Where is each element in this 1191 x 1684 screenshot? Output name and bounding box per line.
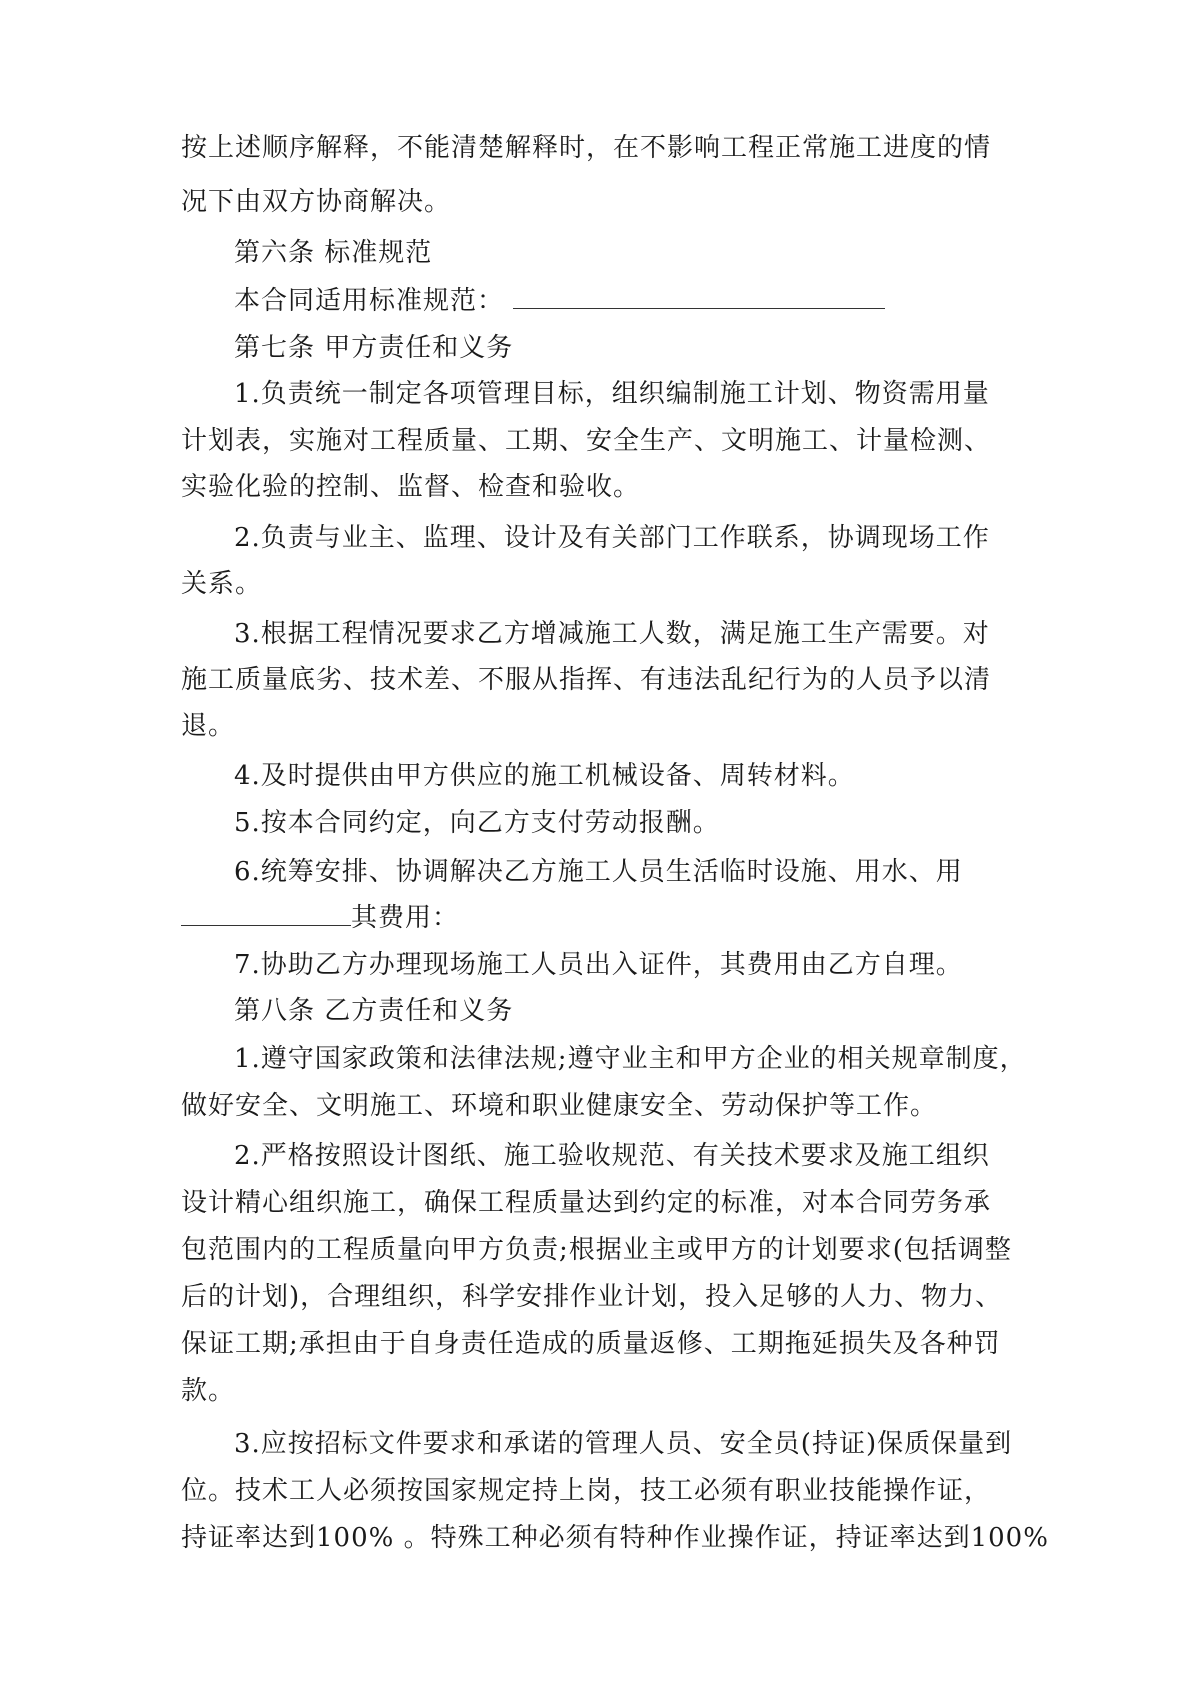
- text-line: 3.应按招标文件要求和承诺的管理人员、安全员(持证)保质保量到: [234, 1429, 1013, 1459]
- text-line: 7.协助乙方办理现场施工人员出入证件，其费用由乙方自理。: [234, 950, 963, 980]
- fee-blank: [181, 903, 351, 926]
- fee-label: 其费用：: [351, 903, 460, 933]
- text-line: 保证工期;承担由于自身责任造成的质量返修、工期拖延损失及各种罚: [181, 1329, 1001, 1359]
- section-heading: 第六条 标准规范: [234, 238, 433, 268]
- fee-line: [181, 903, 459, 933]
- text-line: 3.根据工程情况要求乙方增减施工人数，满足施工生产需要。对: [234, 619, 990, 649]
- text-line: 1.负责统一制定各项管理目标，组织编制施工计划、物资需用量: [234, 379, 990, 409]
- text-line: 设计精心组织施工，确保工程质量达到约定的标准，对本合同劳务承: [181, 1188, 992, 1218]
- text-line: 按上述顺序解释，不能清楚解释时，在不影响工程正常施工进度的情: [181, 133, 992, 163]
- section-heading: 第八条 乙方责任和义务: [234, 996, 514, 1026]
- text-line: 5.按本合同约定，向乙方支付劳动报酬。: [234, 808, 720, 838]
- text-line: 施工质量底劣、技术差、不服从指挥、有违法乱纪行为的人员予以清: [181, 665, 992, 695]
- text-line: 款。: [181, 1376, 236, 1406]
- text-line: 计划表，实施对工程质量、工期、安全生产、文明施工、计量检测、: [181, 426, 992, 456]
- text-line: 6.统筹安排、协调解决乙方施工人员生活临时设施、用水、用: [234, 857, 963, 887]
- text-line: 况下由双方协商解决。: [181, 187, 452, 217]
- text-line: 实验化验的控制、监督、检查和验收。: [181, 472, 641, 502]
- text-line: 持证率达到100% 。特殊工种必须有特种作业操作证，持证率达到100%: [181, 1523, 1049, 1553]
- text-line: 关系。: [181, 569, 263, 599]
- text-line: 2.负责与业主、监理、设计及有关部门工作联系，协调现场工作: [234, 523, 990, 553]
- text-line: 位。技术工人必须按国家规定持上岗，技工必须有职业技能操作证，: [181, 1476, 992, 1506]
- text-line: 2.严格按照设计图纸、施工验收规范、有关技术要求及施工组织: [234, 1141, 990, 1171]
- text-line: 做好安全、文明施工、环境和职业健康安全、劳动保护等工作。: [181, 1091, 938, 1121]
- text-line: 后的计划)，合理组织，科学安排作业计划，投入足够的人力、物力、: [181, 1282, 1003, 1312]
- standards-label: 本合同适用标准规范：: [234, 286, 505, 316]
- standards-line: [234, 286, 885, 316]
- section-heading: 第七条 甲方责任和义务: [234, 333, 514, 363]
- text-line: 1.遵守国家政策和法律法规;遵守业主和甲方企业的相关规章制度，: [234, 1044, 1027, 1074]
- text-line: 退。: [181, 711, 236, 741]
- text-line: 包范围内的工程质量向甲方负责;根据业主或甲方的计划要求(包括调整: [181, 1235, 1012, 1265]
- text-line: 4.及时提供由甲方供应的施工机械设备、周转材料。: [234, 761, 855, 791]
- standards-blank: [513, 286, 885, 309]
